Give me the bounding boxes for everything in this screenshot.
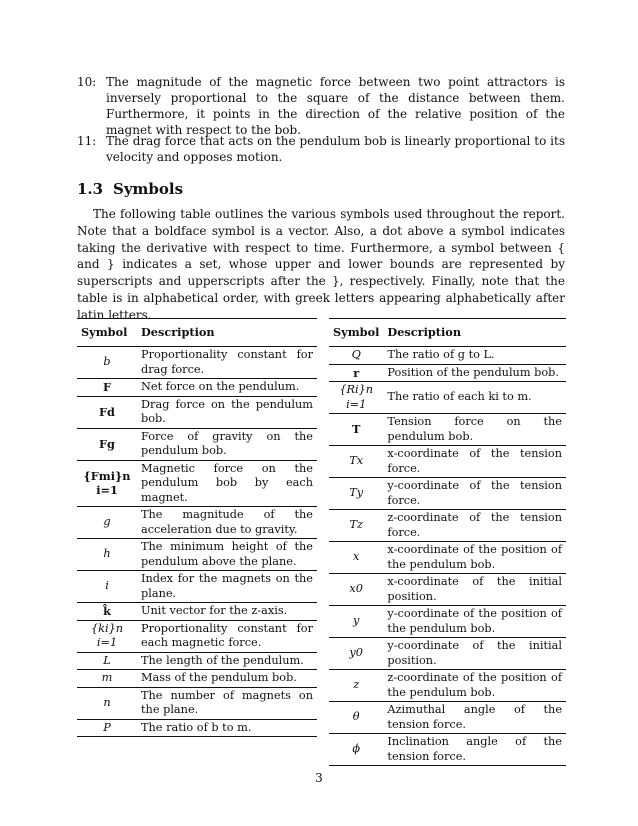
table-row xyxy=(329,347,566,365)
list-item-text: The drag force that acts on the pendulum bob is linearly proportional to its velocity and opposes motion. xyxy=(106,134,565,164)
description-cell: The length of the pendulum. xyxy=(137,652,317,670)
symbol-cell: {Fmi}n i=1 xyxy=(77,460,137,507)
symbol-cell: y xyxy=(329,606,383,638)
description-cell: Force of gravity on the pendulum bob. xyxy=(137,428,317,460)
symbol-column-header: Symbol xyxy=(329,319,383,347)
symbol-cell: x0 xyxy=(329,574,383,606)
description-cell: y-coordinate of the tension force. xyxy=(383,478,566,510)
symbol-cell: P xyxy=(77,719,137,737)
description-cell: Azimuthal angle of the tension force. xyxy=(383,702,566,734)
description-cell: z-coordinate of the tension force. xyxy=(383,510,566,542)
description-cell: Inclination angle of the tension force. xyxy=(383,734,566,766)
table-row xyxy=(77,379,317,397)
symbol-cell: Tx xyxy=(329,446,383,478)
table-row xyxy=(77,620,317,652)
symbol-cell: b xyxy=(77,347,137,379)
symbol-cell: r xyxy=(329,364,383,382)
description-cell: Tension force on the pendulum bob. xyxy=(383,414,566,446)
intro-paragraph: The following table outlines the various symbols used throughout the report. Note that a boldface symbol is a vector. Also, a dot above a symbol indicates taking the derivative with respect to time. Furthermore, a symbol between { and } indicates a set, whose upper and lower bounds are represented by superscripts and upperscripts after the }, respectively. Finally, note that the table is in alphabetical order, with greek letters appearing alphabetically after latin letters. xyxy=(77,207,565,322)
symbol-cell: F xyxy=(77,379,137,397)
description-cell: z-coordinate of the position of the pendulum bob. xyxy=(383,670,566,702)
symbol-cell: {ki}n i=1 xyxy=(77,620,137,652)
symbol-cell: Tz xyxy=(329,510,383,542)
symbol-cell: x xyxy=(329,542,383,574)
symbol-cell: L xyxy=(77,652,137,670)
description-cell: The ratio of g to L. xyxy=(383,347,566,365)
description-cell: The ratio of each ki to m. xyxy=(383,382,566,414)
table-row xyxy=(329,702,566,734)
description-column-header: Description xyxy=(383,319,566,347)
symbol-table-left xyxy=(77,318,317,737)
symbol-cell: k̂ xyxy=(77,603,137,621)
symbol-cell: {Ri}n i=1 xyxy=(329,382,383,414)
description-cell: y-coordinate of the initial position. xyxy=(383,638,566,670)
table-row xyxy=(77,652,317,670)
symbol-cell: Q xyxy=(329,347,383,365)
symbol-cell: y0 xyxy=(329,638,383,670)
table-row xyxy=(77,507,317,539)
description-cell: Index for the magnets on the plane. xyxy=(137,571,317,603)
description-column-header: Description xyxy=(137,319,317,347)
list-item xyxy=(77,133,565,165)
description-cell: y-coordinate of the position of the pendulum bob. xyxy=(383,606,566,638)
description-cell: Proportionality constant for drag force. xyxy=(137,347,317,379)
page-number: 3 xyxy=(315,771,323,785)
table-row xyxy=(329,574,566,606)
description-cell: The ratio of b to m. xyxy=(137,719,317,737)
symbol-cell: T xyxy=(329,414,383,446)
table-row xyxy=(77,670,317,688)
section-heading xyxy=(77,180,183,198)
table-row xyxy=(77,460,317,507)
list-item xyxy=(77,74,565,138)
description-cell: Magnetic force on the pendulum bob by each magnet. xyxy=(137,460,317,507)
description-cell: Unit vector for the z-axis. xyxy=(137,603,317,621)
description-cell: The magnitude of the acceleration due to gravity. xyxy=(137,507,317,539)
description-cell: x-coordinate of the position of the pendulum bob. xyxy=(383,542,566,574)
symbol-cell: Fg xyxy=(77,428,137,460)
table-row xyxy=(77,571,317,603)
section-number: 1.3 xyxy=(77,180,104,198)
symbol-cell: z xyxy=(329,670,383,702)
symbol-cell: g xyxy=(77,507,137,539)
table-row xyxy=(329,446,566,478)
table-row xyxy=(77,603,317,621)
description-cell: The minimum height of the pendulum above the plane. xyxy=(137,539,317,571)
description-cell: Position of the pendulum bob. xyxy=(383,364,566,382)
symbol-table-right xyxy=(329,318,566,766)
symbol-cell: h xyxy=(77,539,137,571)
symbol-cell: Fd xyxy=(77,396,137,428)
description-cell: Drag force on the pendulum bob. xyxy=(137,396,317,428)
table-row xyxy=(329,382,566,414)
table-row xyxy=(329,364,566,382)
table-row xyxy=(329,510,566,542)
section-title: Symbols xyxy=(113,180,184,198)
list-item-number: 10: xyxy=(77,75,97,89)
table-row xyxy=(329,478,566,510)
symbol-cell: Ty xyxy=(329,478,383,510)
symbol-cell: n xyxy=(77,687,137,719)
description-cell: x-coordinate of the tension force. xyxy=(383,446,566,478)
table-row xyxy=(329,638,566,670)
table-row xyxy=(77,396,317,428)
table-row xyxy=(77,719,317,737)
table-row xyxy=(329,414,566,446)
table-row xyxy=(329,734,566,766)
symbol-cell: ϕ xyxy=(329,734,383,766)
description-cell: The number of magnets on the plane. xyxy=(137,687,317,719)
symbol-cell: θ xyxy=(329,702,383,734)
symbol-cell: m xyxy=(77,670,137,688)
table-row xyxy=(329,606,566,638)
list-item-number: 11: xyxy=(77,134,97,148)
table-row xyxy=(77,428,317,460)
description-cell: Proportionality constant for each magnetic force. xyxy=(137,620,317,652)
table-row xyxy=(77,687,317,719)
table-row xyxy=(329,670,566,702)
description-cell: Mass of the pendulum bob. xyxy=(137,670,317,688)
symbol-cell: i xyxy=(77,571,137,603)
description-cell: x-coordinate of the initial position. xyxy=(383,574,566,606)
table-row xyxy=(329,542,566,574)
table-row xyxy=(77,347,317,379)
list-item-text: The magnitude of the magnetic force between two point attractors is inversely proportional to the square of the distance between them. Furthermore, it points in the direction of the relative position of the magnet with respect to the bob. xyxy=(106,75,565,137)
table-row xyxy=(77,539,317,571)
symbol-column-header: Symbol xyxy=(77,319,137,347)
description-cell: Net force on the pendulum. xyxy=(137,379,317,397)
